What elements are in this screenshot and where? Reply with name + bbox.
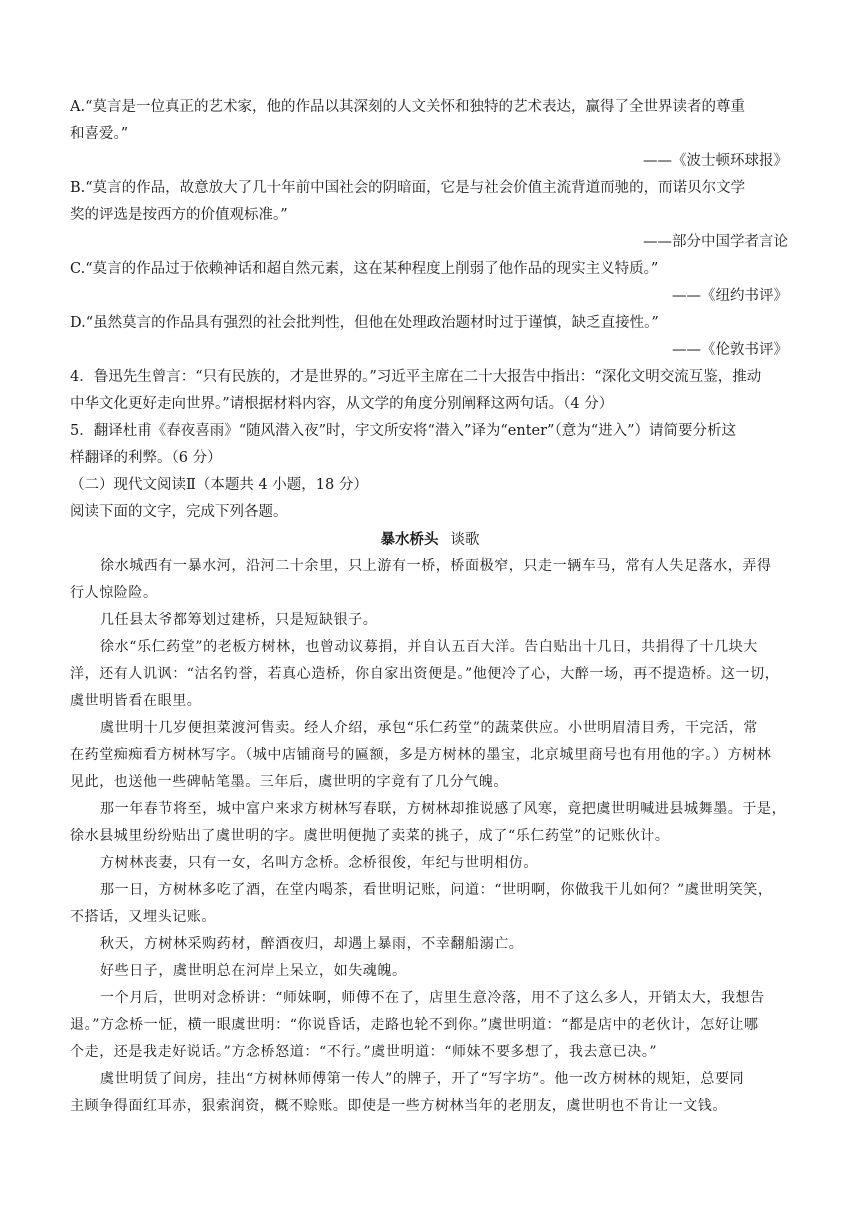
option-a-line-2: 和喜爱。” [70, 126, 129, 142]
story-author: 谈歌 [450, 532, 480, 548]
story-line: 个走，还是我走好说话。”方念桥怒道：“不行。”虞世明道：“师妹不要多想了，我去意已决。” [70, 1044, 658, 1060]
option-a-source: ——《波士顿环球报》 [643, 153, 788, 169]
section-heading: （二）现代文阅读Ⅱ（本题共 4 小题，18 分） [70, 477, 368, 493]
question-5-line-1: 5．翻译杜甫《春夜喜雨》“随风潜入夜”时，宇文所安将“潜入”译为“enter”（意为“进入”）请简要分析这 [70, 423, 737, 439]
instruction: 阅读下面的文字，完成下列各题。 [70, 504, 288, 520]
story-line: 徐水城西有一暴水河，沿河二十余里，只上游有一桥，桥面极窄，只走一辆车马，常有人失足落水，弄得 [100, 558, 772, 574]
story-line: 不搭话，又埋头记账。 [70, 909, 216, 925]
story-line: 洋，还有人讥讽：“沽名钓誉，若真心造桥，你自家出资便是。”他便冷了心，大醉一场，再不提造桥。这一切， [70, 666, 780, 682]
story-line: 在药堂痴痴看方树林写字。（城中店铺商号的匾额，多是方树林的墨宝，北京城里商号也有用他的字。）方树林 [70, 747, 772, 763]
story-line: 虞世明皆看在眼里。 [70, 693, 202, 709]
story-title: 暴水桥头 谈歌 [380, 531, 480, 548]
question-4-line-1: 4．鲁迅先生曾言：“只有民族的，才是世界的。”习近平主席在二十大报告中指出：“深化文明交流互鉴，推动 [70, 369, 762, 385]
story-line: 那一年春节将至，城中富户来求方树林写春联，方树林却推说感了风寒，竟把虞世明喊进县城舞墨。于是， [100, 801, 787, 817]
option-b-line-2: 奖的评选是按西方的价值观标准。” [70, 207, 288, 223]
option-b-line-1: B.“莫言的作品，故意放大了几十年前中国社会的阴暗面，它是与社会价值主流背道而驰的，而诺贝尔文学 [70, 180, 746, 196]
option-c-source: ——《纽约书评》 [672, 288, 788, 304]
option-d-source: ——《伦敦书评》 [672, 342, 788, 358]
option-d-line-1: D.“虽然莫言的作品具有强烈的社会批判性，但他在处理政治题材时过于谨慎，缺乏直接性。” [70, 315, 659, 331]
story-line: 好些日子，虞世明总在河岸上呆立，如失魂魄。 [100, 963, 407, 979]
option-b-source: ——部分中国学者言论 [643, 234, 788, 250]
story-line: 徐水“乐仁药堂”的老板方树林，也曾动议募捐，并自认五百大洋。告白贴出十几日，共捐得了十几块大 [100, 639, 758, 655]
story-line: 几任县太爷都筹划过建桥，只是短缺银子。 [100, 612, 378, 628]
option-a-line-1: A.“莫言是一位真正的艺术家，他的作品以其深刻的人文关怀和独特的艺术表达，赢得了全世界读者的尊重 [70, 99, 746, 115]
question-4-line-2: 中华文化更好走向世界。”请根据材料内容，从文学的角度分别阐释这两句话。（4 分） [70, 396, 614, 412]
story-line: 虞世明十几岁便担菜渡河售卖。经人介绍，承包“乐仁药堂”的蔬菜供应。小世明眉清目秀，干完活，常 [100, 720, 758, 736]
option-c-line-1: C.“莫言的作品过于依赖神话和超自然元素，这在某种程度上削弱了他作品的现实主义特质。” [70, 261, 659, 277]
story-line: 徐水县城里纷纷贴出了虞世明的字。虞世明便抛了卖菜的挑子，成了“乐仁药堂”的记账伙计。 [70, 828, 670, 844]
story-line: 一个月后，世明对念桥讲：“师妹啊，师傅不在了，店里生意冷落，用不了这么多人，开销太大，我想告 [100, 990, 765, 1006]
question-5-line-2: 样翻译的利弊。（6 分） [70, 450, 222, 466]
story-line: 退。”方念桥一怔，横一眼虞世明：“你说昏话，走路也轮不到你。”虞世明道：“都是店中的老伙计，怎好让哪 [70, 1017, 759, 1033]
story-line: 那一日，方树林多吃了酒，在堂内喝茶，看世明记账，问道：“世明啊，你做我干儿如何？”虞世明笑笑， [100, 882, 773, 898]
story-line: 主顾争得面红耳赤，狠索润资，概不赊账。即使是一些方树林当年的老朋友，虞世明也不肯让一文钱。 [70, 1098, 727, 1114]
story-line: 方树林丧妻，只有一女，名叫方念桥。念桥很俊，年纪与世明相仿。 [100, 855, 538, 871]
story-line: 虞世明赁了间房，挂出“方树林师傅第一传人”的牌子，开了“写字坊”。他一改方树林的规矩，总要同 [100, 1071, 745, 1087]
story-line: 行人惊险险。 [70, 585, 158, 601]
story-line: 秋天，方树林采购药材，醉酒夜归，却遇上暴雨，不幸翻船溺亡。 [100, 936, 524, 952]
story-line: 见此，也送他一些碑帖笔墨。三年后，虞世明的字竟有了几分气魄。 [70, 774, 508, 790]
